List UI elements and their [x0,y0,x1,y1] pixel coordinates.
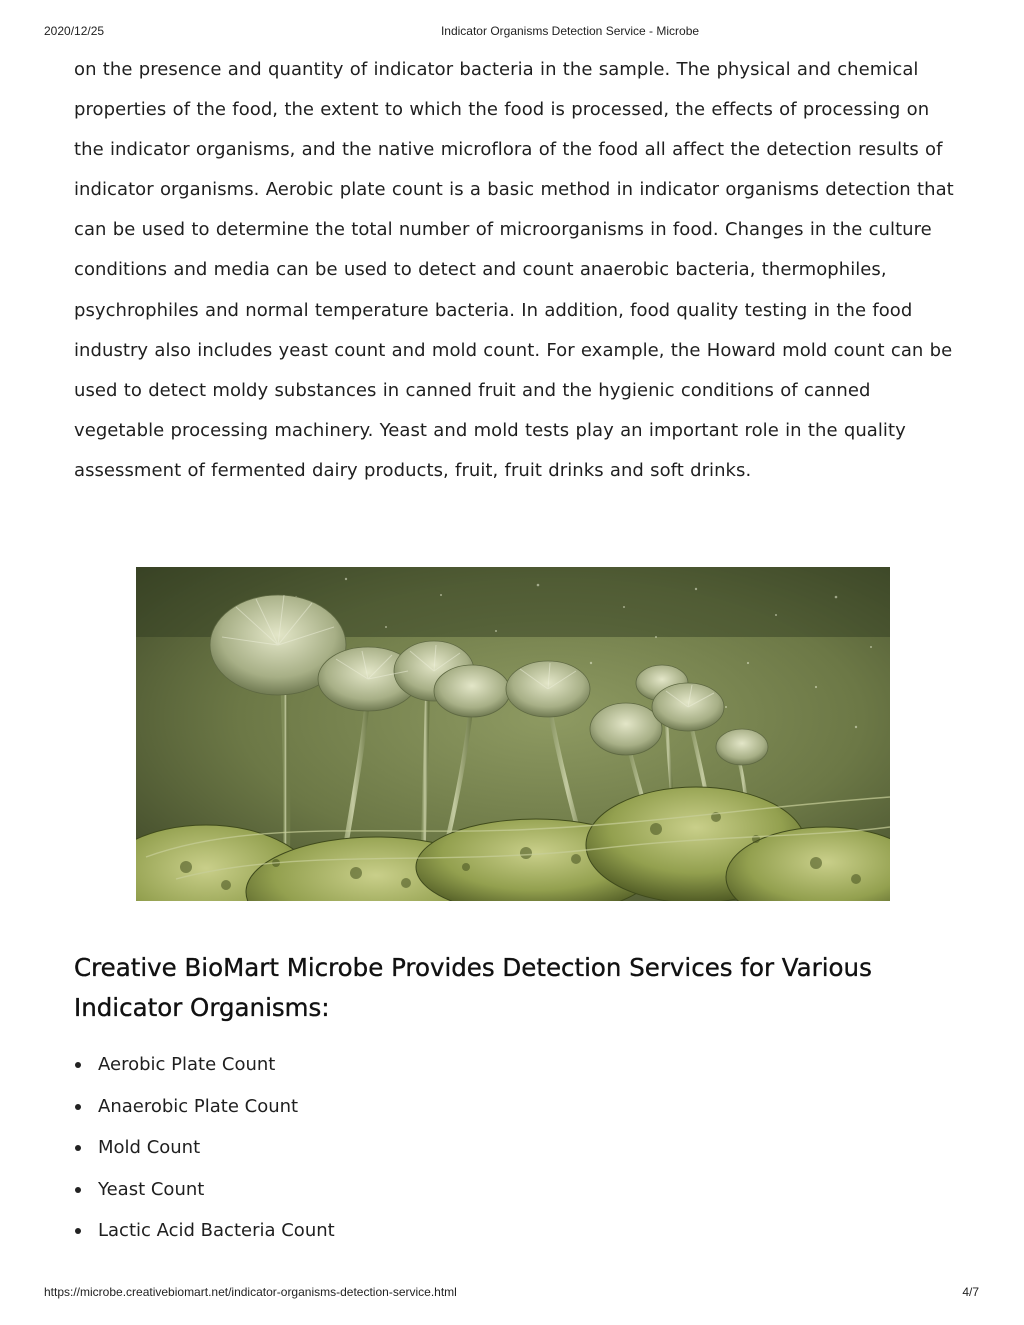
list-item-label: Aerobic Plate Count [98,1054,276,1075]
bullet-icon [75,1145,81,1151]
list-item-label: Lactic Acid Bacteria Count [98,1220,335,1241]
bullet-icon [75,1104,81,1110]
bullet-icon [75,1187,81,1193]
print-header [0,24,1024,42]
list-item [74,1127,335,1169]
bullet-icon [75,1228,81,1234]
list-item-label: Mold Count [98,1137,201,1158]
list-item [74,1169,335,1211]
mold-illustration-svg [136,567,890,901]
service-list [74,1044,335,1252]
print-footer [0,1285,1024,1303]
body-paragraph: on the presence and quantity of indicator bacteria in the sample. The physical and chemical properties of the food, the extent to which the food is processed, the effects of processing on the indicator organisms, and the native microflora of the food all affect the detection results of indicator organisms. Aerobic plate count is a basic method in indicator organisms detection that can be used to determine the total number of microorganisms in food. Changes in the culture conditions and media can be used to detect and count anaerobic bacteria, thermophiles, psychrophiles and normal temperature bacteria. In addition, food quality testing in the food industry also includes yeast count and mold count. For example, the Howard mold count can be used to detect moldy substances in canned fruit and the hygienic conditions of canned vegetable processing machinery. Yeast and mold tests play an important role in the quality assessment of fermented dairy products, fruit, fruit drinks and soft drinks. [74,59,954,481]
list-item [74,1086,335,1128]
page-number: 4/7 [962,1285,979,1299]
print-date: 2020/12/25 [44,24,105,38]
list-item-label: Yeast Count [98,1178,205,1200]
list-item [74,1044,335,1086]
section-heading: Creative BioMart Microbe Provides Detection Services for Various Indicator Organisms: [74,953,872,1022]
bullet-icon [75,1062,81,1068]
mold-illustration [136,567,890,901]
print-page-title: Indicator Organisms Detection Service - Microbe [440,24,700,38]
list-item-label: Anaerobic Plate Count [98,1095,299,1117]
page-url: https://microbe.creativebiomart.net/indicator-organisms-detection-service.html [44,1285,457,1299]
list-item [74,1210,335,1252]
